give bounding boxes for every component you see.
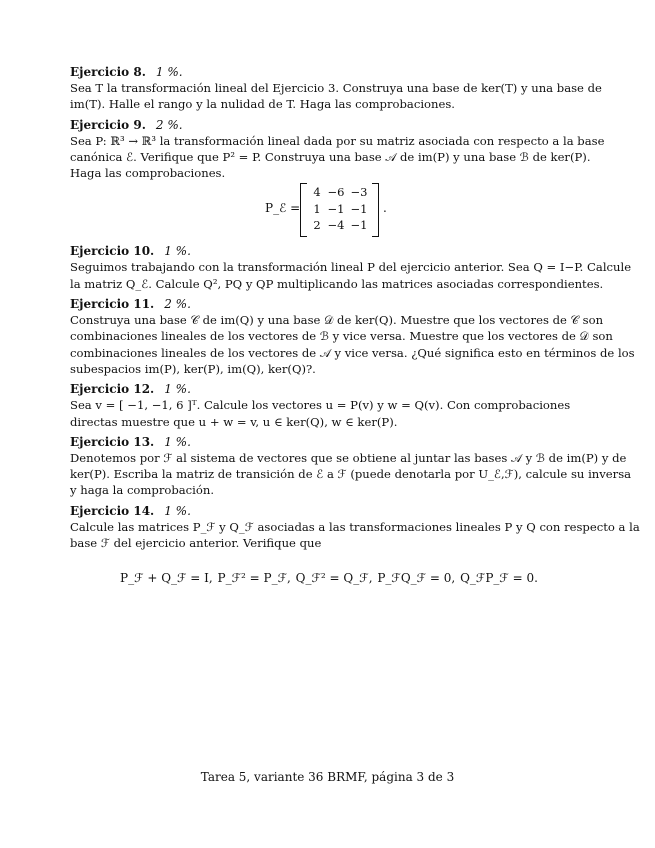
exercise-text-line: la matriz Q_ℰ. Calcule Q², PQ y QP multiplicando las matrices asociadas correspondientes. [70,276,604,291]
matrix-cell: −1 [327,201,345,216]
equation: P_ℱ + Q_ℱ = I, [120,571,213,586]
exercise-8 [70,64,602,113]
exercise-12 [70,381,586,430]
exercise-title: Ejercicio 10. [70,244,155,259]
exercise-text-line: Haga las comprobaciones. [70,166,226,181]
matrix-cell: 4 [313,185,321,200]
right-bracket [372,183,379,237]
exercise-text-line: y haga la comprobación. [70,483,215,498]
equation: Q_ℱP_ℱ = 0. [460,571,538,586]
exercise-text-line: Construya una base 𝒞 de im(Q) y una base 𝒟 de ker(Q). Muestre que los vectores de 𝒞 son [70,313,604,328]
exercise-text-line: directas muestre que u + w = v, u ∈ ker(Q), w ∈ ker(P). [70,414,398,429]
exercise-list [70,64,640,589]
exercise-text-line: canónica ℰ. Verifique que P² = P. Construya una base 𝒜 de im(P) y una base ℬ de ker(P). [70,149,591,164]
equation-row [120,571,538,585]
equation: Q_ℱ² = Q_ℱ, [295,571,373,586]
exercise-weight: 2 %. [155,117,183,132]
left-bracket [300,183,307,237]
exercise-title: Ejercicio 11. [70,297,155,312]
exercise-9 [70,117,605,240]
exercise-title: Ejercicio 12. [70,382,155,397]
exercise-text-line: combinaciones lineales de los vectores de 𝒜 y vice versa. ¿Qué significa esto en términos de los [70,345,635,360]
exercise-weight: 1 %. [155,65,183,79]
matrix-label: P_ℰ = [265,201,301,216]
exercise-title: Ejercicio 13. [70,434,155,449]
equation: P_ℱQ_ℱ = 0, [377,571,456,586]
exercise-text-line: Sea T la transformación lineal del Ejercicio 3. Construya una base de ker(T) y una base de [70,81,602,95]
exercise-text-line: Sea v = [ −1, −1, 6 ]ᵀ. Calcule los vectores u = P(v) y w = Q(v). Con comprobaciones [70,398,571,413]
exercise-text-line: Seguimos trabajando con la transformación lineal P del ejercicio anterior. Sea Q = I−P. Calcule [70,260,632,275]
exercise-title: Ejercicio 9. [70,117,146,132]
matrix-cell: −3 [350,185,368,200]
equation: P_ℱ² = P_ℱ, [217,571,291,586]
exercise-title: Ejercicio 8. [70,65,146,79]
exercise-weight: 2 %. [164,297,191,312]
matrix-equation [70,181,586,239]
matrix-cell: 2 [313,218,321,233]
exercise-text-line: ker(P). Escriba la matriz de transición de ℰ a ℱ (puede denotarla por U_ℰ,ℱ), calcule su inversa [70,467,632,482]
exercise-text-line: im(T). Halle el rango y la nulidad de T. Haga las comprobaciones. [70,97,455,112]
exercise-text-line: combinaciones lineales de los vectores de ℬ y vice versa. Muestre que los vectores de 𝒟 son [70,329,613,344]
matrix-cell: −1 [350,218,368,233]
exercise-title: Ejercicio 14. [70,503,155,518]
matrix-cell: −6 [327,185,345,200]
exercise-11 [70,296,635,377]
matrix-cell: −1 [350,201,368,216]
exercise-weight: 1 %. [164,244,191,259]
exercise-10 [70,243,632,292]
matrix-cell: 1 [313,201,321,216]
matrix-entries [310,185,370,234]
matrix-cell: −4 [327,218,345,233]
exercise-text-line: base ℱ del ejercicio anterior. Verifique que [70,536,322,551]
exercise-weight: 1 %. [164,434,191,449]
exercise-text-line: Sea P: ℝ³ → ℝ³ la transformación lineal dada por su matriz asociada con respecto a la base [70,133,605,148]
exercise-14 [70,503,640,586]
exercise-13 [70,434,632,499]
page-footer: Tarea 5, variante 36 BRMF, página 3 de 3 [200,770,455,784]
matrix-period: . [383,201,387,216]
exercise-weight: 1 %. [164,503,191,518]
exercise-text-line: subespacios im(P), ker(P), im(Q), ker(Q)?. [70,361,316,376]
exercise-weight: 1 %. [164,382,191,397]
exercise-text-line: Denotemos por ℱ al sistema de vectores que se obtiene al juntar las bases 𝒜 y ℬ de im(P) y de [70,450,627,465]
exercise-text-line: Calcule las matrices P_ℱ y Q_ℱ asociadas a las transformaciones lineales P y Q con respecto a la [70,519,640,534]
